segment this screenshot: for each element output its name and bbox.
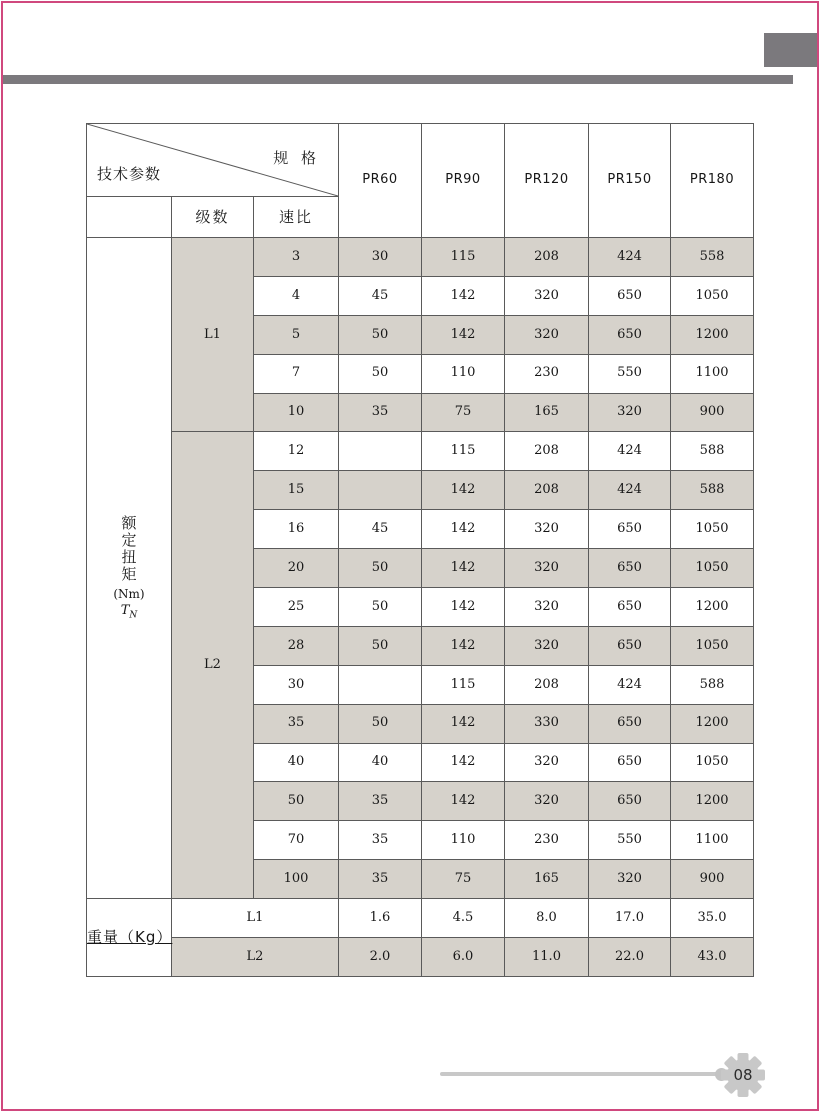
col-header-pr120: PR120 (505, 124, 589, 238)
stage-cell-l2: L2 (172, 432, 254, 899)
torque-label-char: 扭 (121, 547, 137, 566)
ratio-cell: 28 (254, 626, 339, 665)
value-cell: 320 (589, 393, 671, 432)
header-spec-label: 规 格 (273, 149, 320, 167)
value-cell (339, 471, 422, 510)
ratio-cell: 50 (254, 782, 339, 821)
value-cell: 142 (422, 626, 505, 665)
value-cell: 50 (339, 588, 422, 627)
value-cell: 45 (339, 276, 422, 315)
value-cell: 424 (589, 238, 671, 277)
value-cell: 650 (589, 549, 671, 588)
value-cell: 35 (339, 393, 422, 432)
weight-value-cell: 6.0 (422, 938, 505, 977)
value-cell: 900 (671, 393, 754, 432)
value-cell: 30 (339, 238, 422, 277)
value-cell: 1200 (671, 315, 754, 354)
col-header-pr60: PR60 (339, 124, 422, 238)
value-cell: 208 (505, 471, 589, 510)
ratio-cell: 30 (254, 665, 339, 704)
footer-rule-line (440, 1072, 718, 1076)
value-cell: 35 (339, 860, 422, 899)
ratio-cell: 5 (254, 315, 339, 354)
value-cell: 1200 (671, 704, 754, 743)
value-cell: 320 (505, 315, 589, 354)
torque-symbol (87, 604, 171, 621)
ratio-cell: 3 (254, 238, 339, 277)
ratio-cell: 70 (254, 821, 339, 860)
weight-value-cell: 8.0 (505, 899, 589, 938)
value-cell: 142 (422, 743, 505, 782)
ratio-cell: 10 (254, 393, 339, 432)
value-cell: 1100 (671, 354, 754, 393)
ratio-cell: 7 (254, 354, 339, 393)
ratio-cell: 40 (254, 743, 339, 782)
value-cell: 115 (422, 432, 505, 471)
value-cell: 424 (589, 471, 671, 510)
value-cell: 320 (505, 276, 589, 315)
value-cell: 142 (422, 315, 505, 354)
value-cell: 142 (422, 588, 505, 627)
value-cell: 208 (505, 432, 589, 471)
value-cell: 1100 (671, 821, 754, 860)
weight-value-cell: 4.5 (422, 899, 505, 938)
header-corner-block (764, 33, 818, 67)
stage-cell-l1: L1 (172, 238, 254, 432)
ratio-cell: 12 (254, 432, 339, 471)
value-cell: 1050 (671, 743, 754, 782)
header-rule-bar (3, 75, 793, 84)
value-cell: 115 (422, 665, 505, 704)
value-cell: 208 (505, 238, 589, 277)
value-cell: 1050 (671, 549, 754, 588)
header-params-label: 技术参数 (97, 165, 162, 183)
value-cell: 50 (339, 704, 422, 743)
value-cell: 50 (339, 626, 422, 665)
page-number-badge (720, 1052, 766, 1098)
value-cell: 588 (671, 471, 754, 510)
value-cell: 142 (422, 549, 505, 588)
value-cell: 142 (422, 704, 505, 743)
spec-table-grid (86, 123, 754, 977)
value-cell: 142 (422, 276, 505, 315)
value-cell: 35 (339, 821, 422, 860)
value-cell: 165 (505, 393, 589, 432)
value-cell: 115 (422, 238, 505, 277)
ratio-cell: 35 (254, 704, 339, 743)
value-cell: 650 (589, 782, 671, 821)
value-cell: 550 (589, 354, 671, 393)
value-cell: 320 (505, 549, 589, 588)
ratio-cell: 16 (254, 510, 339, 549)
value-cell: 900 (671, 860, 754, 899)
spec-table (86, 123, 754, 977)
torque-label-char: 矩 (121, 564, 137, 583)
value-cell: 230 (505, 821, 589, 860)
value-cell: 320 (505, 626, 589, 665)
value-cell: 142 (422, 510, 505, 549)
value-cell: 424 (589, 665, 671, 704)
value-cell: 588 (671, 432, 754, 471)
value-cell: 142 (422, 471, 505, 510)
value-cell: 650 (589, 510, 671, 549)
value-cell (339, 432, 422, 471)
value-cell: 320 (505, 743, 589, 782)
weight-value-cell: 2.0 (339, 938, 422, 977)
value-cell: 650 (589, 588, 671, 627)
weight-value-cell: 35.0 (671, 899, 754, 938)
torque-symbol-sub: N (129, 610, 138, 621)
ratio-cell: 4 (254, 276, 339, 315)
value-cell: 75 (422, 860, 505, 899)
col-header-pr90: PR90 (422, 124, 505, 238)
value-cell: 1200 (671, 782, 754, 821)
value-cell: 1050 (671, 510, 754, 549)
weight-value-cell: 17.0 (589, 899, 671, 938)
ratio-cell: 15 (254, 471, 339, 510)
value-cell: 142 (422, 782, 505, 821)
torque-label-char: 定 (121, 530, 137, 549)
torque-unit: (Nm) (113, 586, 145, 601)
value-cell: 650 (589, 743, 671, 782)
value-cell: 320 (505, 588, 589, 627)
subheader-stages: 级数 (172, 197, 254, 238)
col-header-pr180: PR180 (671, 124, 754, 238)
blank-cell (87, 197, 172, 238)
value-cell: 650 (589, 626, 671, 665)
ratio-cell: 100 (254, 860, 339, 899)
value-cell: 424 (589, 432, 671, 471)
col-header-pr150: PR150 (589, 124, 671, 238)
weight-label: 重量（Kg） (87, 927, 173, 946)
weight-label-cell (87, 899, 172, 977)
value-cell: 320 (505, 782, 589, 821)
weight-value-cell: 11.0 (505, 938, 589, 977)
value-cell: 1200 (671, 588, 754, 627)
value-cell: 50 (339, 354, 422, 393)
torque-symbol-t: T (120, 602, 130, 618)
value-cell: 650 (589, 276, 671, 315)
value-cell: 1050 (671, 276, 754, 315)
weight-value-cell: 1.6 (339, 899, 422, 938)
weight-stage-cell-l2: L2 (172, 938, 339, 977)
value-cell: 50 (339, 315, 422, 354)
torque-label-char: 额 (121, 513, 137, 532)
value-cell: 110 (422, 354, 505, 393)
page-number: 08 (733, 1066, 753, 1084)
weight-stage-cell-l1: L1 (172, 899, 339, 938)
value-cell: 330 (505, 704, 589, 743)
value-cell: 165 (505, 860, 589, 899)
ratio-cell: 20 (254, 549, 339, 588)
weight-value-cell: 43.0 (671, 938, 754, 977)
value-cell: 230 (505, 354, 589, 393)
value-cell: 45 (339, 510, 422, 549)
value-cell: 550 (589, 821, 671, 860)
value-cell: 40 (339, 743, 422, 782)
value-cell (339, 665, 422, 704)
ratio-cell: 25 (254, 588, 339, 627)
value-cell: 320 (505, 510, 589, 549)
value-cell: 650 (589, 315, 671, 354)
value-cell: 208 (505, 665, 589, 704)
value-cell: 75 (422, 393, 505, 432)
value-cell: 650 (589, 704, 671, 743)
torque-label-cell (87, 238, 172, 899)
value-cell: 35 (339, 782, 422, 821)
value-cell: 1050 (671, 626, 754, 665)
value-cell: 588 (671, 665, 754, 704)
weight-value-cell: 22.0 (589, 938, 671, 977)
value-cell: 50 (339, 549, 422, 588)
subheader-ratio: 速比 (254, 197, 339, 238)
value-cell: 110 (422, 821, 505, 860)
value-cell: 320 (589, 860, 671, 899)
diagonal-header-cell (87, 124, 339, 197)
value-cell: 558 (671, 238, 754, 277)
